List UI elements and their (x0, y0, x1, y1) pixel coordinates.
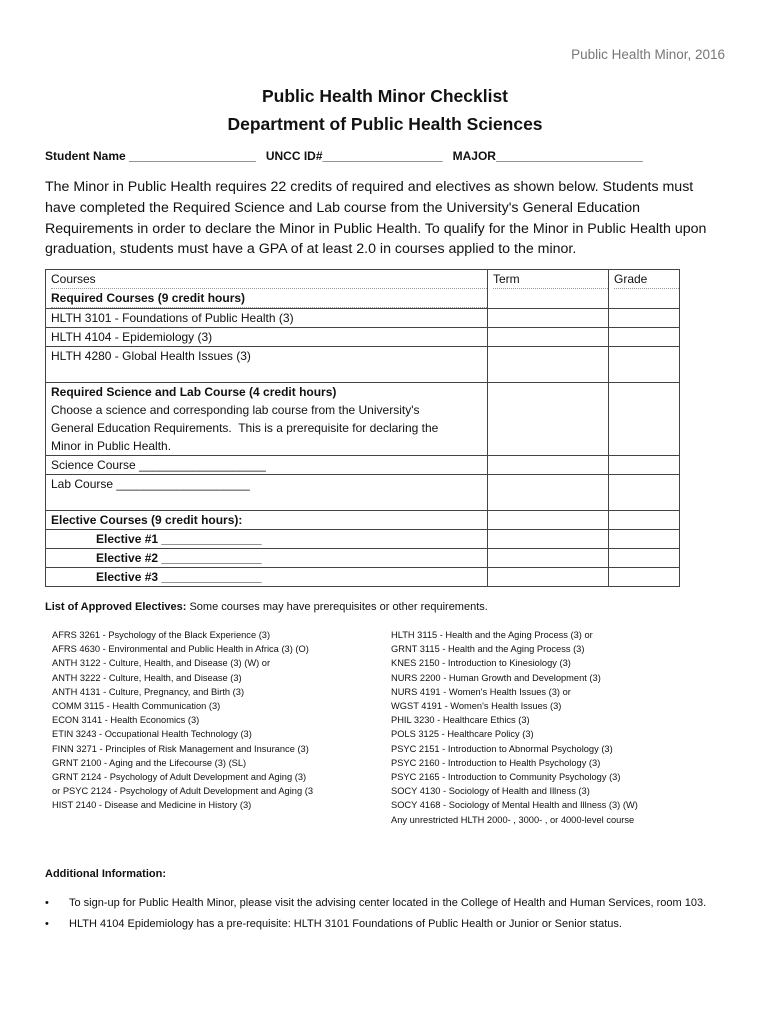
document-header: Public Health Minor, 2016 (571, 47, 725, 62)
list-item: AFRS 3261 - Psychology of the Black Experience (3) (52, 630, 271, 640)
elective-field[interactable]: Elective #1 _______________ (96, 532, 262, 546)
list-item: PSYC 2165 - Introduction to Community Psychology (3) (391, 772, 621, 783)
grade-cell[interactable] (609, 549, 680, 568)
list-item: COMM 3115 - Health Communication (3) (52, 701, 221, 712)
bullet-text: To sign-up for Public Health Minor, please visit the advising center located in the College of Health and Human Services, room 103. (69, 897, 707, 909)
list-item: PSYC 2151 - Introduction to Abnormal Psychology (3) (391, 743, 613, 754)
grade-cell[interactable] (609, 347, 680, 383)
grade-cell[interactable] (609, 328, 680, 347)
list-item: KNES 2150 - Introduction to Kinesiology (3) (391, 658, 571, 669)
department-title: Department of Public Health Sciences (227, 114, 543, 134)
electives-list-left (52, 628, 382, 813)
term-header: Term (493, 270, 608, 289)
course-cell (46, 530, 488, 549)
list-item: GRNT 2124 - Psychology of Adult Development and Aging (3) (52, 772, 307, 783)
table-row (46, 549, 680, 568)
courses-header: Courses (51, 270, 487, 289)
list-item: HLTH 3115 - Health and the Aging Process (3) or (391, 630, 593, 640)
table-row (46, 347, 680, 383)
page-title: Public Health Minor Checklist (261, 86, 509, 106)
list-item: PHIL 3230 - Healthcare Ethics (3) (391, 715, 530, 726)
electives-heading: Elective Courses (9 credit hours): (51, 513, 243, 527)
term-cell[interactable] (488, 328, 609, 347)
list-item: FINN 3271 - Principles of Risk Management and Insurance (3) (52, 743, 309, 754)
science-desc-line: Choose a science and corresponding lab course from the University's (51, 403, 420, 417)
checklist-table (45, 269, 680, 587)
bullet-text: HLTH 4104 Epidemiology has a pre-requisite: HLTH 3101 Foundations of Public Health or Junior or Senior status. (69, 918, 622, 930)
grade-cell[interactable] (609, 568, 680, 587)
list-item: ETIN 3243 - Occupational Health Technology (3) (52, 729, 252, 740)
course-cell (46, 328, 488, 347)
additional-info-heading: Additional Information: (45, 868, 166, 880)
term-cell[interactable] (488, 456, 609, 475)
term-cell[interactable] (488, 568, 609, 587)
list-item: SOCY 4168 - Sociology of Mental Health and Illness (3) (W) (391, 800, 638, 811)
grade-cell (609, 511, 680, 530)
grade-cell[interactable] (609, 456, 680, 475)
bullet-icon: • (45, 897, 49, 909)
grade-header: Grade (614, 270, 679, 289)
science-heading-cell (46, 383, 488, 456)
electives-heading-cell (46, 511, 488, 530)
term-cell[interactable] (488, 309, 609, 328)
list-item: GRNT 2100 - Aging and the Lifecourse (3) (SL) (52, 757, 247, 768)
bullet-icon: • (45, 918, 49, 930)
course-cell (46, 347, 488, 383)
approved-electives-note: Some courses may have prerequisites or other requirements. (186, 601, 488, 613)
table-row (46, 456, 680, 475)
list-item: GRNT 3115 - Health and the Aging Process (3) (391, 644, 585, 655)
science-heading: Required Science and Lab Course (4 credit hours) (51, 385, 337, 399)
approved-electives-label: List of Approved Electives: (45, 601, 187, 613)
list-item: ANTH 3122 - Culture, Health, and Disease (3) (W) or (52, 658, 271, 669)
term-cell (488, 511, 609, 530)
approved-electives-heading (45, 601, 488, 613)
grade-cell[interactable] (609, 309, 680, 328)
term-cell[interactable] (488, 549, 609, 568)
intro-paragraph: The Minor in Public Health requires 22 credits of required and electives as shown below. Students must have completed the Required Science and Lab course from the University's General Education Requirements in order to declare the Minor in Public Health. To qualify for the Minor in Public Health upon graduation, students must have a GPA of at least 2.0 in courses applied to the minor. (45, 179, 707, 258)
list-item: or PSYC 2124 - Psychology of Adult Development and Aging (3 (52, 786, 313, 797)
course-cell (46, 456, 488, 475)
term-header-cell (488, 270, 609, 309)
course-cell (46, 568, 488, 587)
list-item (45, 895, 725, 912)
list-item: AFRS 4630 - Environmental and Public Health in Africa (3) (O) (52, 644, 309, 655)
course-item: HLTH 4104 - Epidemiology (3) (51, 330, 213, 344)
table-row (46, 475, 680, 511)
courses-header-cell (46, 270, 488, 309)
term-cell[interactable] (488, 475, 609, 511)
elective-field[interactable]: Elective #2 _______________ (96, 551, 262, 565)
lab-course-field[interactable]: Lab Course ____________________ (51, 477, 250, 491)
course-item: HLTH 4280 - Global Health Issues (3) (51, 349, 251, 363)
list-item (45, 916, 725, 933)
course-cell (46, 475, 488, 511)
science-desc-line: General Education Requirements. This is a prerequisite for declaring the (51, 421, 439, 435)
table-header-row (46, 270, 680, 309)
science-desc-line: Minor in Public Health. (51, 439, 172, 453)
list-item: HIST 2140 - Disease and Medicine in History (3) (52, 800, 252, 811)
list-item: WGST 4191 - Women's Health Issues (3) (391, 701, 562, 712)
table-row (46, 309, 680, 328)
grade-cell (609, 383, 680, 456)
course-cell (46, 309, 488, 328)
list-item: SOCY 4130 - Sociology of Health and Illness (3) (391, 786, 590, 797)
term-cell[interactable] (488, 347, 609, 383)
table-row (46, 383, 680, 456)
list-item: NURS 4191 - Women's Health Issues (3) or (391, 686, 571, 697)
table-row (46, 511, 680, 530)
course-item: HLTH 3101 - Foundations of Public Health (3) (51, 311, 294, 325)
grade-header-cell (609, 270, 680, 309)
list-item: PSYC 2160 - Introduction to Health Psychology (3) (391, 757, 601, 768)
table-row (46, 530, 680, 549)
list-item: Any unrestricted HLTH 2000- , 3000- , or 4000-level course (391, 814, 635, 825)
term-cell (488, 383, 609, 456)
list-item: ECON 3141 - Health Economics (3) (52, 715, 200, 726)
course-cell (46, 549, 488, 568)
additional-info-list (45, 895, 725, 937)
student-info-line: Student Name ___________________ UNCC ID#__________________ MAJOR______________________ (45, 149, 643, 163)
electives-list-right (391, 628, 731, 827)
term-cell[interactable] (488, 530, 609, 549)
list-item: POLS 3125 - Healthcare Policy (3) (391, 729, 534, 740)
list-item: NURS 2200 - Human Growth and Development (3) (391, 672, 601, 683)
table-row (46, 328, 680, 347)
grade-cell[interactable] (609, 530, 680, 549)
list-item: ANTH 4131 - Culture, Pregnancy, and Birth (3) (52, 686, 245, 697)
science-course-field[interactable]: Science Course ___________________ (51, 458, 266, 472)
elective-field[interactable]: Elective #3 _______________ (96, 570, 262, 584)
table-row (46, 568, 680, 587)
list-item: ANTH 3222 - Culture, Health, and Disease (3) (52, 672, 242, 683)
grade-cell[interactable] (609, 475, 680, 511)
required-courses-heading: Required Courses (9 credit hours) (51, 289, 487, 308)
